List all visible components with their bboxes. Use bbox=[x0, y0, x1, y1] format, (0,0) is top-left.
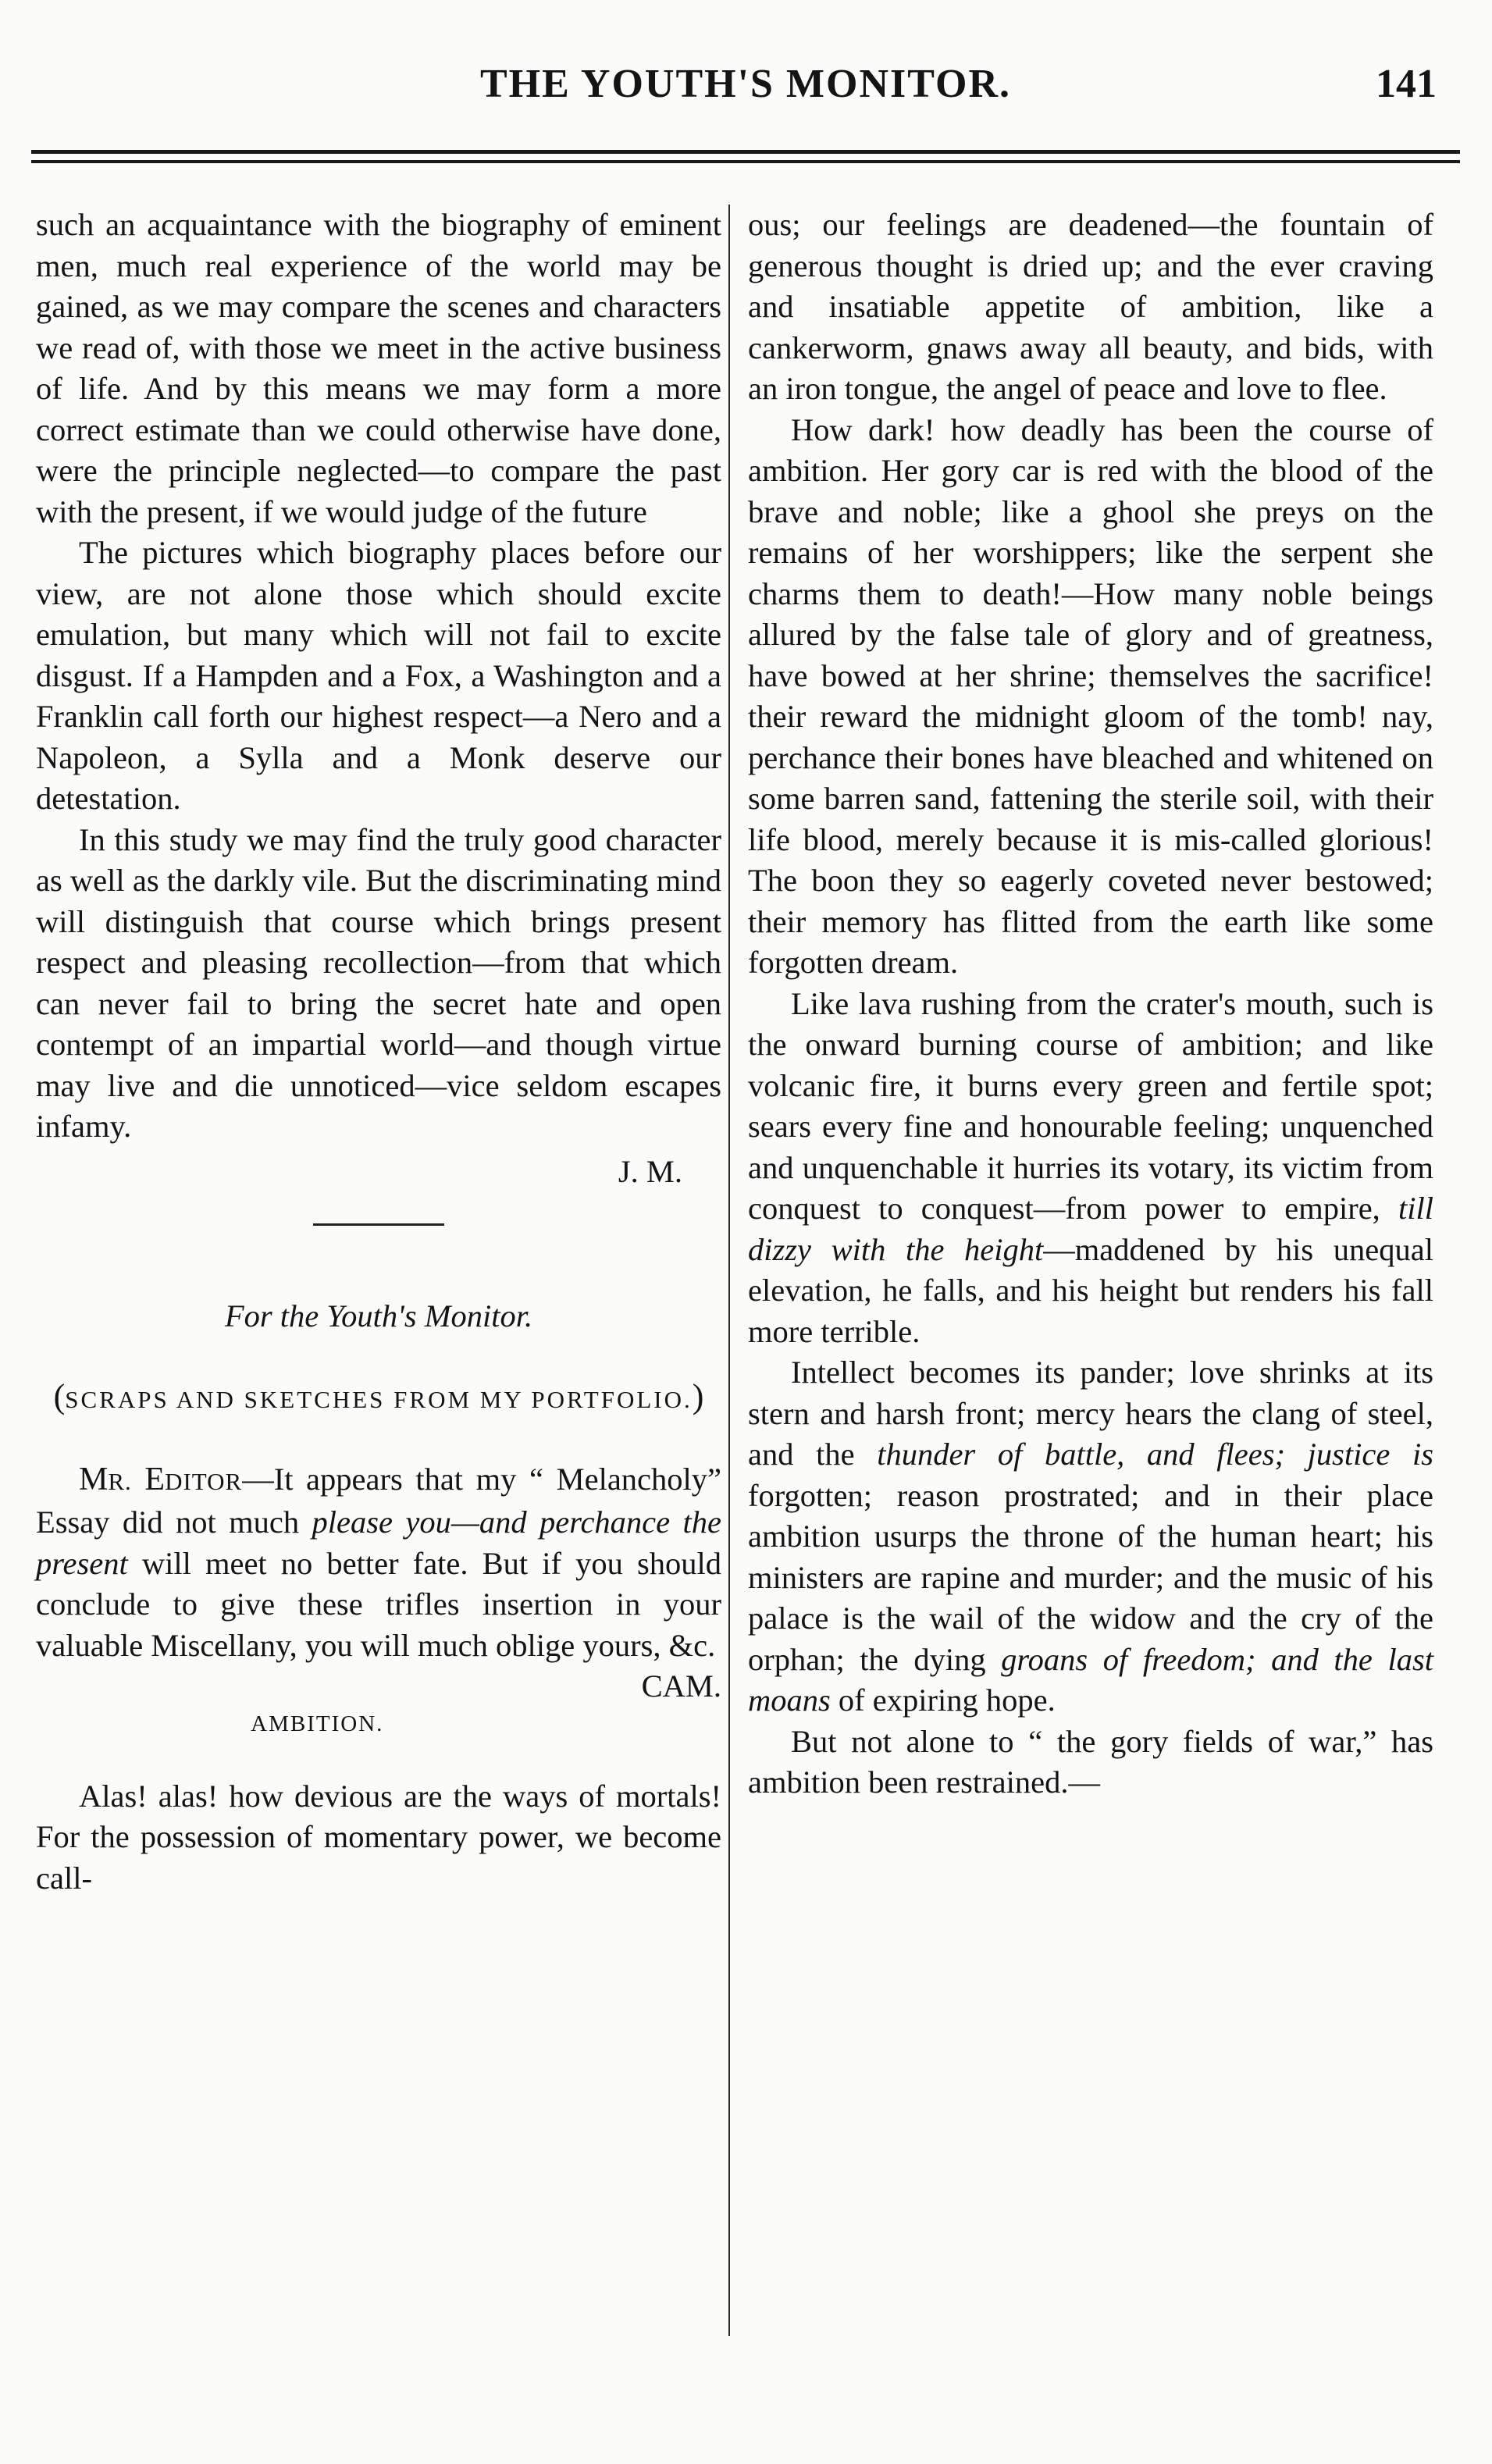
header-rule-top bbox=[31, 150, 1460, 154]
essay-title: AMBITION. bbox=[251, 1711, 384, 1736]
ambition-paragraph-1-cont: ous; our feelings are deadened—the fountain of generous thought is dried up; and the ever craving and insatiable appetite of ambition, like a cankerworm, gnaws away all beauty, and bids, with an iron tongue, the angel of peace and love to flee. bbox=[748, 207, 1433, 406]
right-column bbox=[748, 205, 1433, 1803]
series-heading-text: SCRAPS AND SKETCHES FROM MY PORTFOLIO. bbox=[65, 1385, 693, 1413]
page-number: 141 bbox=[1376, 62, 1437, 106]
ambition-paragraph-4: Intellect becomes its pander; love shrinks at its stern and harsh front; mercy hears the clang of steel, and the thunder of battle, and flees; justice is forgotten; reason prostrated; and in their place ambition usurps the throne of the human heart; his ministers are rapine and murder; and the music of his palace is the wail of the widow and the cry of the orphan; the dying groans of freedom; and the last moans of expiring hope. bbox=[748, 1355, 1433, 1718]
letter-to-editor: MR. EDITOR—It appears that my “ Melancholy” Essay did not much please you—and perchance the present will meet no better fate. But if you should conclude to give these trifles insertion in your valuable Miscellany, you will much oblige yours, &c. CAM. bbox=[36, 1459, 721, 1667]
ambition-paragraph-5: But not alone to “ the gory fields of war,” has ambition been restrained.— bbox=[748, 1723, 1433, 1800]
letter-signature: CAM. bbox=[641, 1668, 721, 1704]
ambition-paragraph-2: How dark! how deadly has been the course of ambition. Her gory car is red with the blood of the brave and noble; like a ghool she preys on the remains of her worshippers; like the serpent she charms them to death!—How many noble beings allured by the false tale of glory and of greatness, have bowed at her shrine; themselves the sacrifice! their reward the midnight gloom of the tomb! nay, perchance their bones have bleached and whitened on some barren sand, fattening the sterile soil, with their life blood, merely because it is mis-called glorious! The boon they so eagerly coveted never bestowed; their memory has flitted from the earth like some forgotten dream. bbox=[748, 411, 1433, 980]
biography-paragraph-2: The pictures which biography places before our view, are not alone those which should excite emulation, but many which will not fail to excite disgust. If a Hampden and a Fox, a Washington and a Franklin call forth our highest respect—a Nero and a Napoleon, a Sylla and a Monk deserve our detestation. bbox=[36, 535, 721, 816]
ambition-paragraph-3: Like lava rushing from the crater's mouth, such is the onward burning course of ambition; and like volcanic fire, it burns every green and fertile spot; sears every fine and honourable feeling; unquenched and unquenchable it hurries its votary, its victim from conquest to conquest—from power to empire, till dizzy with the height—maddened by his unequal elevation, he falls, and his height but renders his fall more terrible. bbox=[748, 985, 1433, 1349]
biography-paragraph-3: In this study we may find the truly good character as well as the darkly vile. But the discriminating mind will distinguish that course which brings present respect and pleasing recollection—from that which can never fail to bring the secret hate and open contempt of an impartial world—and though virtue may live and die unnoticed—vice seldom escapes infamy. bbox=[36, 821, 721, 1144]
ambition-paragraph-1: Alas! alas! how devious are the ways of mortals! For the possession of momentary power, we become call- bbox=[36, 1778, 721, 1896]
left-column bbox=[36, 205, 721, 1899]
section-divider bbox=[313, 1223, 444, 1226]
author-signature: J. M. bbox=[618, 1153, 682, 1189]
header-rule-bottom bbox=[31, 160, 1460, 163]
column-divider bbox=[728, 205, 730, 2336]
running-title: THE YOUTH'S MONITOR. bbox=[480, 62, 1011, 106]
page-header bbox=[0, 61, 1492, 123]
series-heading: (SCRAPS AND SKETCHES FROM MY PORTFOLIO.) bbox=[53, 1376, 704, 1415]
biography-paragraph-1: such an acquaintance with the biography of eminent men, much real experience of the world may be gained, as we may compare the scenes and characters we read of, with those we meet in the active business of life. And by this means we may form a more correct estimate than we could otherwise have done, were the principle neglected—to compare the past with the present, if we would judge of the future bbox=[36, 207, 721, 529]
contribution-heading: For the Youth's Monitor. bbox=[224, 1298, 533, 1333]
